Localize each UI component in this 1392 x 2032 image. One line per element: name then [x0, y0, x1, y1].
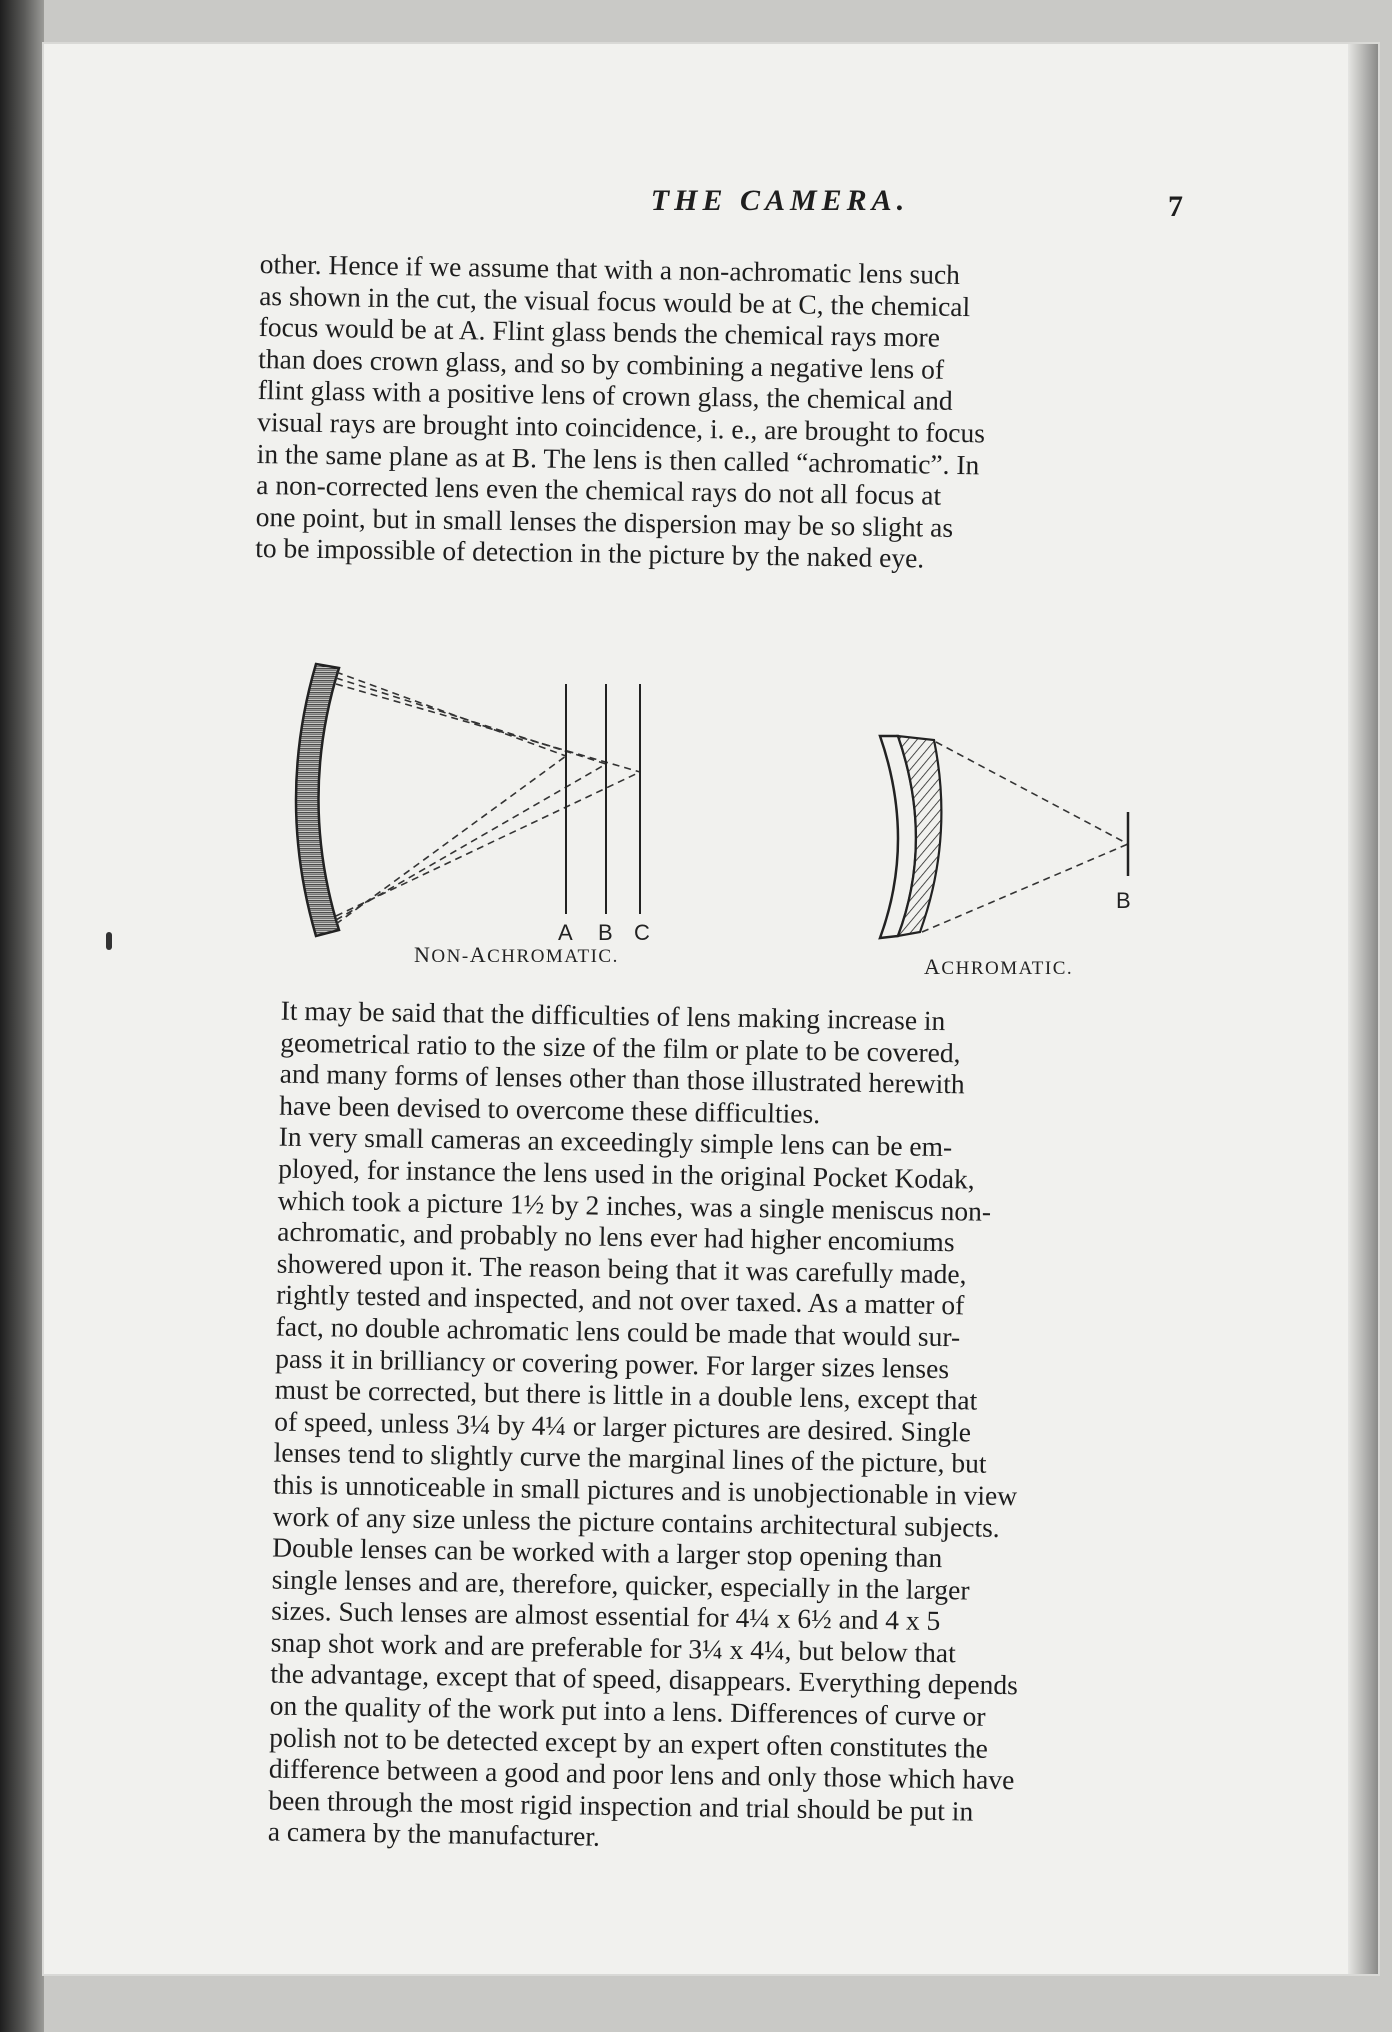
- label-c: C: [634, 920, 650, 945]
- text-line: other. Hence if we assume that with a non-achromatic lens such: [259, 248, 961, 290]
- label-b: B: [598, 920, 613, 945]
- text-block-top: [255, 248, 1196, 579]
- text-line: polish not to be detected except by an expert often constitutes the: [269, 1721, 989, 1764]
- text-line: It may be said that the difficulties of lens making increase in: [280, 994, 946, 1037]
- page-shadow-edge: [1348, 44, 1378, 1974]
- caption-non-achromatic: NON-ACHROMATIC.: [414, 942, 619, 967]
- text-line: fact, no double achromatic lens could be made that would sur-: [275, 1310, 961, 1353]
- light-rays: [336, 672, 640, 924]
- book-page: [44, 44, 1378, 1974]
- paragraph-continued: [255, 248, 1196, 579]
- paragraph: [230, 1531, 1171, 1862]
- non-achromatic-diagram: [296, 664, 650, 967]
- text-line: one point, but in small lenses the dispersion may be so slight as: [255, 500, 954, 543]
- text-line: flint glass with a positive lens of crown glass, the chemical and: [257, 374, 953, 417]
- margin-mark: [106, 932, 112, 950]
- text-line: ployed, for instance the lens used in the original Pocket Kodak,: [278, 1152, 975, 1195]
- text-line: showered upon it. The reason being that it was carefully made,: [276, 1247, 967, 1290]
- text-line: geometrical ratio to the size of the film or plate to be covered,: [280, 1026, 961, 1068]
- paragraph: [235, 1120, 1177, 1545]
- text-line: difference between a good and poor lens and only those which have: [268, 1752, 1015, 1796]
- text-line: as shown in the cut, the visual focus would be at C, the chemical: [259, 279, 971, 322]
- text-line: rightly tested and inspected, and not over taxed. As a matter of: [276, 1278, 965, 1321]
- text-line: to be impossible of detection in the picture by the naked eye.: [255, 532, 925, 574]
- text-line: sizes. Such lenses are almost essential for 4¼ x 6½ and 4 x 5: [271, 1594, 941, 1637]
- text-line: than does crown glass, and so by combining a negative lens of: [258, 342, 945, 385]
- text-line: achromatic, and probably no lens ever had higher encomiums: [277, 1215, 955, 1258]
- lens-diagrams: [284, 644, 1144, 984]
- paragraph: [241, 994, 1179, 1135]
- text-line: the advantage, except that of speed, disappears. Everything depends: [270, 1657, 1019, 1701]
- text-block-bottom: [230, 994, 1179, 1862]
- text-line: In very small cameras an exceedingly simple lens can be em-: [278, 1120, 953, 1163]
- text-line: in the same plane as at B. The lens is then called “achromatic”. In: [256, 437, 980, 480]
- text-line: Double lenses can be worked with a larger stop opening than: [272, 1531, 943, 1574]
- text-line: work of any size unless the picture contains architectural subjects.: [272, 1500, 1000, 1543]
- text-line: of speed, unless 3¼ by 4¼ or larger pictures are desired. Single: [274, 1405, 972, 1448]
- text-line: have been devised to overcome these difficulties.: [279, 1089, 821, 1129]
- lens-diagram-svg: [284, 644, 1144, 984]
- meniscus-lens: [296, 664, 339, 936]
- text-line: focus would be at A. Flint glass bends the chemical rays more: [258, 311, 941, 353]
- text-line: lenses tend to slightly curve the marginal lines of the picture, but: [273, 1436, 987, 1480]
- text-line: on the quality of the work put into a lens. Differences of curve or: [269, 1689, 986, 1732]
- text-line: been through the most rigid inspection and trial should be put in: [268, 1784, 974, 1827]
- text-line: and many forms of lenses other than those illustrated herewith: [279, 1057, 965, 1100]
- text-line: pass it in brilliancy or covering power. For larger sizes lenses: [275, 1342, 950, 1384]
- label-b-achromatic: B: [1116, 888, 1131, 913]
- achromatic-diagram: [880, 736, 1131, 979]
- page-number: 7: [1168, 190, 1183, 223]
- light-rays: [922, 742, 1128, 932]
- text-line: visual rays are brought into coincidence, i. e., are brought to focus: [257, 405, 986, 449]
- caption-achromatic: ACHROMATIC.: [924, 954, 1074, 979]
- text-line: this is unnoticeable in small pictures and is unobjectionable in view: [273, 1468, 1018, 1512]
- text-line: single lenses and are, therefore, quicker, especially in the larger: [271, 1563, 970, 1606]
- running-title: THE CAMERA.: [650, 184, 910, 217]
- text-line: snap shot work and are preferable for 3¼ x 4¼, but below that: [270, 1626, 957, 1669]
- text-line: a camera by the manufacturer.: [267, 1815, 601, 1853]
- text-line: which took a picture 1½ by 2 inches, was a single meniscus non-: [277, 1184, 992, 1227]
- text-line: must be corrected, but there is little in a double lens, except that: [274, 1373, 978, 1416]
- text-line: a non-corrected lens even the chemical rays do not all focus at: [256, 469, 942, 511]
- label-a: A: [558, 920, 573, 945]
- facing-page-edge: [0, 0, 44, 2032]
